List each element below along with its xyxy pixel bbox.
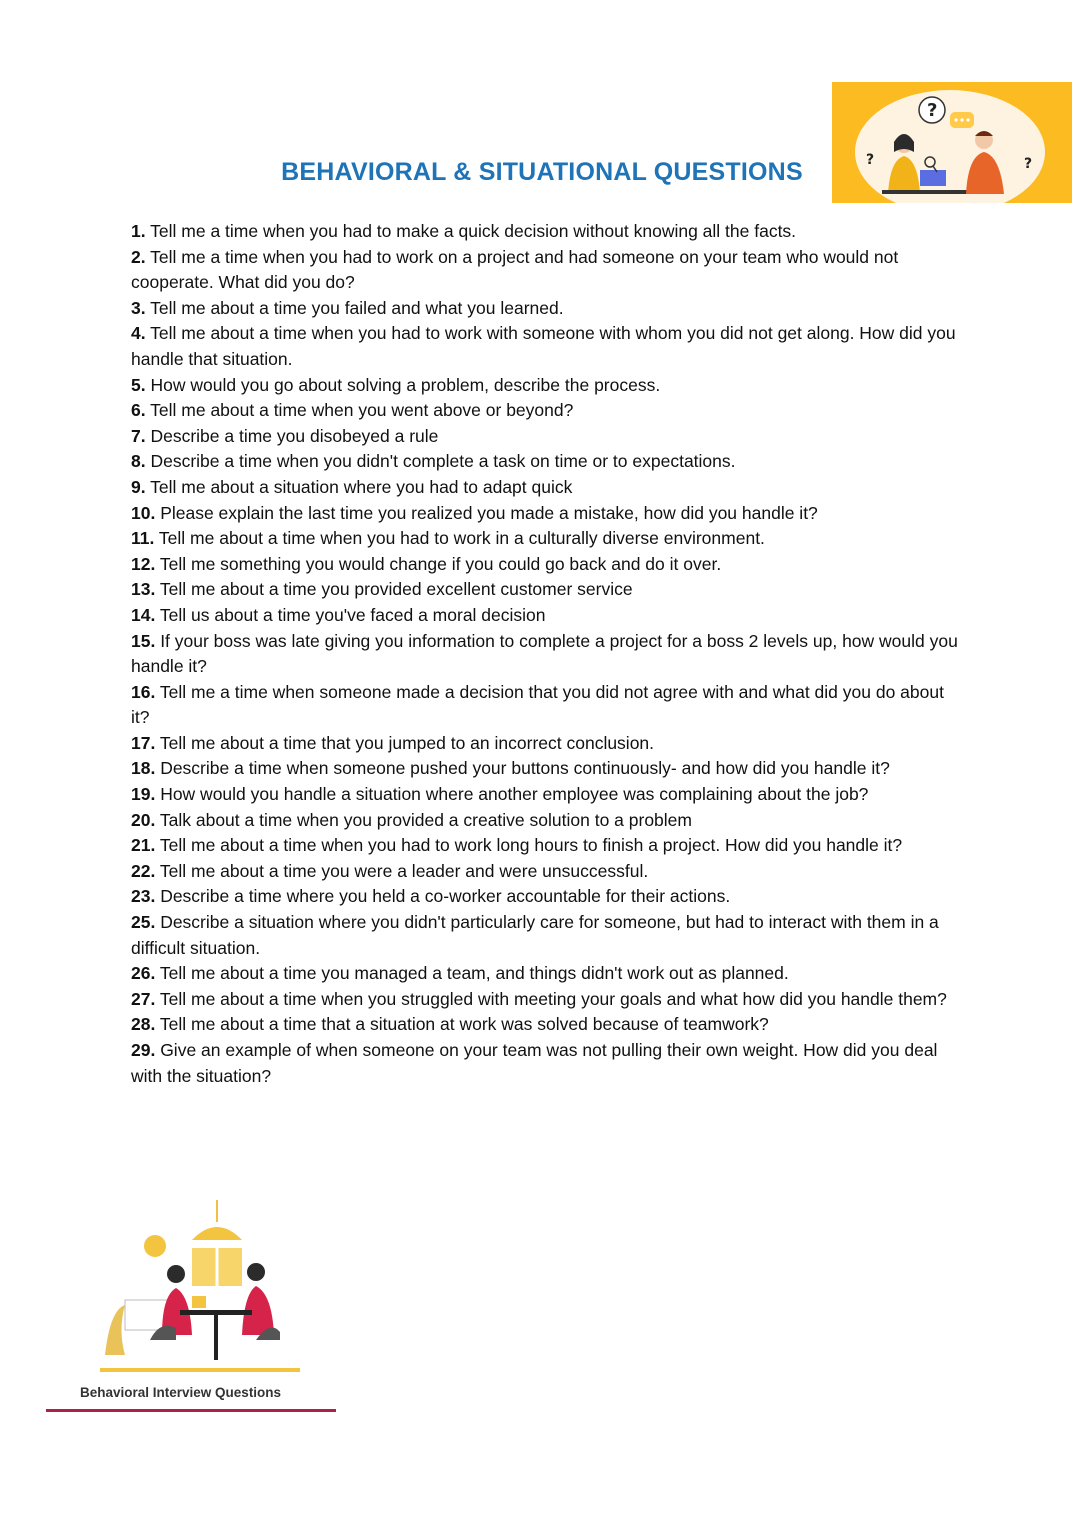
list-item: 10. Please explain the last time you realized you made a mistake, how did you handle it? (131, 502, 818, 523)
list-item: 5. How would you go about solving a problem, describe the process. (131, 374, 661, 395)
list-item: 3. Tell me about a time you failed and what you learned. (131, 297, 564, 318)
list-item: 15. If your boss was late giving you information to complete a project for a boss 2 levels up, how would you handle it? (131, 630, 958, 677)
list-item: 6. Tell me about a time when you went above or beyond? (131, 400, 574, 421)
footer-illustration (80, 1200, 320, 1380)
list-item: 13. Tell me about a time you provided excellent customer service (131, 579, 633, 600)
list-item: 8. Describe a time when you didn't complete a task on time or to expectations. (131, 451, 736, 472)
list-item: 18. Describe a time when someone pushed your buttons continuously- and how did you handle it? (131, 758, 890, 779)
list-item: 28. Tell me about a time that a situation at work was solved because of teamwork? (131, 1014, 769, 1035)
list-item: 23. Describe a time where you held a co-worker accountable for their actions. (131, 886, 731, 907)
svg-text:?: ? (866, 152, 875, 168)
list-item: 12. Tell me something you would change if you could go back and do it over. (131, 553, 722, 574)
list-item: 1. Tell me a time when you had to make a quick decision without knowing all the facts. (131, 221, 797, 241)
list-item: 21. Tell me about a time when you had to work long hours to finish a project. How did you handle it? (131, 835, 903, 856)
list-item: 17. Tell me about a time that you jumped to an incorrect conclusion. (131, 732, 655, 753)
list-item: 9. Tell me about a situation where you had to adapt quick (131, 476, 573, 497)
list-item: 22. Tell me about a time you were a leader and were unsuccessful. (131, 860, 649, 881)
interview-table-icon (80, 1200, 320, 1380)
list-item: 25. Describe a situation where you didn't particularly care for someone, but had to interact with them in a difficult situation. (131, 912, 939, 958)
list-item: 2. Tell me a time when you had to work on a project and had someone on your team who would not cooperate. What did you do? (131, 246, 899, 293)
interview-illustration-icon (832, 82, 1072, 203)
footer-caption: Behavioral Interview Questions (80, 1385, 282, 1400)
list-item: 16. Tell me a time when someone made a decision that you did not agree with and what did you do about it? (131, 681, 944, 728)
interview-illustration (832, 82, 1072, 203)
list-item: 29. Give an example of when someone on your team was not pulling their own weight. How did you deal with the situation? (131, 1040, 938, 1086)
list-item: 20. Talk about a time when you provided a creative solution to a problem (131, 809, 692, 830)
footer-divider (46, 1409, 336, 1412)
list-item: 14. Tell us about a time you've faced a moral decision (131, 604, 546, 625)
list-item: 26. Tell me about a time you managed a team, and things didn't work out as planned. (131, 963, 789, 984)
page-title: BEHAVIORAL & SITUATIONAL QUESTIONS (281, 158, 803, 186)
list-item: 7. Describe a time you disobeyed a rule (131, 425, 439, 446)
list-item: 11. Tell me about a time when you had to work in a culturally diverse environment. (131, 528, 765, 549)
list-item: 27. Tell me about a time when you struggled with meeting your goals and what how did you handle them? (131, 988, 947, 1009)
svg-text:?: ? (927, 100, 938, 121)
svg-text:?: ? (1024, 156, 1033, 172)
list-item: 19. How would you handle a situation where another employee was complaining about the job? (131, 784, 869, 805)
list-item: 4. Tell me about a time when you had to work with someone with whom you did not get along. How did you handle that situation. (131, 323, 956, 369)
question-list (131, 219, 961, 1089)
